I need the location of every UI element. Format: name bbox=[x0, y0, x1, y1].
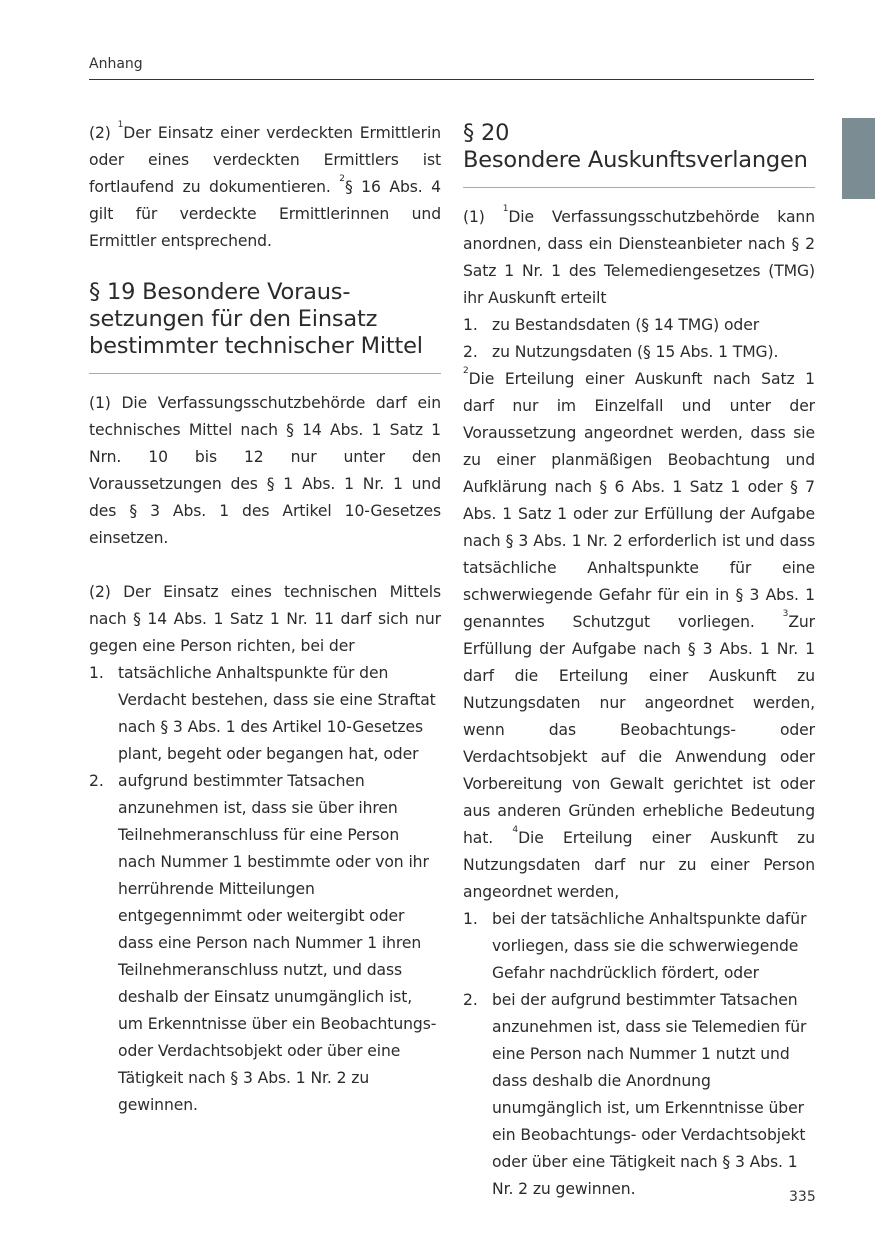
section-20-list-a bbox=[463, 312, 815, 366]
list-item: 2. zu Nutzungsdaten (§ 15 Abs. 1 TMG). bbox=[463, 343, 779, 361]
header-divider bbox=[89, 79, 814, 80]
page-number: 335 bbox=[789, 1189, 816, 1205]
section-19-heading: § 19 Besondere Voraus- setzungen für den Einsatz bestimmter technischer Mittel bbox=[89, 279, 423, 359]
paragraph-20-1-continued: $^2$Die Erteilung einer Auskunft nach Satz 1 darf nur im Einzelfall und unter der Voraussetzung angeordnet werden, dass sie zu einer planmäßigen Beobachtung und Aufklärung nach § 6 Abs. 1 Satz 1 oder § 7 Abs. 1 Satz 1 oder zur Erfüllung der Aufgabe nach § 3 Abs. 1 Nr. 2 erforderlich ist und dass tatsächliche Anhaltspunkte für eine schwerwiegende Gefahr für ein in § 3 Abs. 1 genanntes Schutzgut vorliegen. $^3$Zur Erfüllung der Aufgabe nach § 3 Abs. 1 Nr. 1 darf die Erteilung einer Auskunft zu Nutzungsdaten nur angeordnet werden, wenn das Beobachtungs- oder Verdachtsobjekt auf die Anwendung oder Vorbereitung von Gewalt gerichtet ist oder aus anderen Gründen erhebliche Bedeutung hat. $^4$Die Erteilung einer Auskunft zu Nutzungsdaten darf nur zu einer Person angeordnet werden, bbox=[463, 366, 816, 901]
section-20-divider bbox=[463, 187, 815, 188]
running-header: Anhang bbox=[89, 56, 143, 72]
list-item: 1. tatsächliche Anhaltspunkte für den Verdacht bestehen, dass sie eine Straftat nach § 3 Abs. 1 des Artikel 10-Gesetzes plant, begeht oder begangen hat, oder bbox=[89, 664, 436, 763]
section-19-divider bbox=[89, 373, 441, 374]
section-20-heading: § 20 Besondere Auskunftsverlangen bbox=[463, 120, 808, 173]
chapter-tab-marker bbox=[842, 118, 875, 199]
right-column bbox=[463, 120, 815, 1203]
section-19-list bbox=[89, 660, 441, 1119]
list-item: 2. aufgrund bestimmter Tatsachen anzunehmen ist, dass sie über ihren Teilnehmeranschluss für eine Person nach Nummer 1 bestimmte oder von ihr herrührende Mitteilungen entgegennimmt oder weitergibt oder dass eine Person nach Nummer 1 ihren Teilnehmeranschluss nutzt, und dass deshalb der Einsatz unumgänglich ist, um Erkenntnisse über ein Beobachtungs- oder Verdachtsobjekt oder über eine Tätigkeit nach § 3 Abs. 1 Nr. 2 zu gewinnen. bbox=[89, 772, 437, 1114]
list-item: 2. bei der aufgrund bestimmter Tatsachen anzunehmen ist, dass sie Telemedien für eine Person nach Nummer 1 nutzt und dass deshalb die Anordnung unumgänglich ist, um Erkenntnisse über ein Beobachtungs- oder Verdachtsobjekt oder über eine Tätigkeit nach § 3 Abs. 1 Nr. 2 zu gewinnen. bbox=[463, 991, 807, 1198]
left-column bbox=[89, 120, 441, 1119]
paragraph-20-1: (1) $^1$Die Verfassungsschutzbehörde kann anordnen, dass ein Diensteanbieter nach § 2 Satz 1 Nr. 1 des Telemediengesetzes (TMG) ihr Auskunft erteilt bbox=[463, 204, 815, 307]
list-item: 1. zu Bestandsdaten (§ 14 TMG) oder bbox=[463, 316, 760, 334]
paragraph-19-2: (2) Der Einsatz eines technischen Mittels nach § 14 Abs. 1 Satz 1 Nr. 11 darf sich nur gegen eine Person richten, bei der bbox=[89, 583, 441, 655]
section-20-list-b bbox=[463, 906, 815, 1203]
paragraph-18-2: (2) $^1$Der Einsatz einer verdeckten Ermittlerin oder eines verdeckten Ermittlers ist fortlaufend zu dokumentieren. $^2$§ 16 Abs. 4 gilt für verdeckte Ermittlerinnen und Ermittler entsprechend. bbox=[89, 120, 441, 250]
list-item: 1. bei der tatsächliche Anhaltspunkte dafür vorliegen, dass sie die schwerwiegende Gefahr nachdrücklich fördert, oder bbox=[463, 910, 807, 982]
paragraph-19-1: (1) Die Verfassungsschutzbehörde darf ein technisches Mittel nach § 14 Abs. 1 Satz 1 Nrn. 10 bis 12 nur unter den Voraussetzungen des § 1 Abs. 1 Nr. 1 und des § 3 Abs. 1 des Artikel 10-Gesetzes einsetzen. bbox=[89, 394, 441, 547]
